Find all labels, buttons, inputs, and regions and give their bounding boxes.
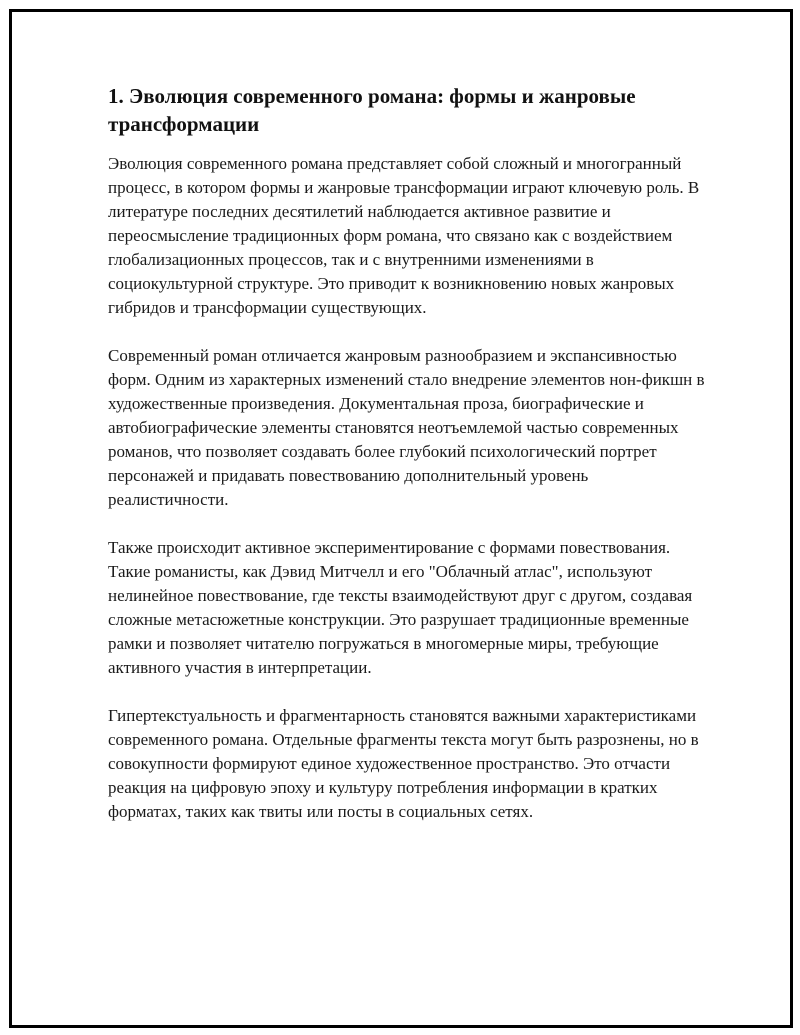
paragraph-3: Также происходит активное экспериментирование с формами повествования. Такие романисты, как Дэвид Митчелл и его "Облачный атлас", используют нелинейное повествование, где тексты взаимодействуют друг с другом, создавая сложные метасюжетные конструкции. Это разрушает традиционные временные рамки и позволяет читателю погружаться в многомерные миры, требующие активного участия в интерпретации. bbox=[108, 538, 693, 677]
paragraph-1: Эволюция современного романа представляет собой сложный и многогранный процесс, в котором формы и жанровые трансформации играют ключевую роль. В литературе последних десятилетий наблюдается активное развитие и переосмысление традиционных форм романа, что связано как с воздействием глобализационных процессов, так и с внутренними изменениями в социокультурной структуре. Это приводит к возникновению новых жанровых гибридов и трансформации существующих. bbox=[108, 154, 700, 317]
paragraph-2: Современный роман отличается жанровым разнообразием и экспансивностью форм. Одним из характерных изменений стало внедрение элементов нон-фикшн в художественные произведения. Документальная проза, биографические и автобиографические элементы становятся неотъемлемой частью современных романов, что позволяет создавать более глубокий психологический портрет персонажей и придавать повествованию дополнительный уровень реалистичности. bbox=[108, 346, 705, 509]
paragraph-4: Гипертекстуальность и фрагментарность становятся важными характеристиками современного романа. Отдельные фрагменты текста могут быть разрознены, но в совокупности формируют единое художественное пространство. Это отчасти реакция на цифровую эпоху и культуру потребления информации в кратких форматах, таких как твиты или посты в социальных сетях. bbox=[108, 706, 699, 821]
document-body bbox=[108, 82, 708, 848]
section-heading: 1. Эволюция современного романа: формы и жанровые трансформации bbox=[108, 84, 636, 136]
